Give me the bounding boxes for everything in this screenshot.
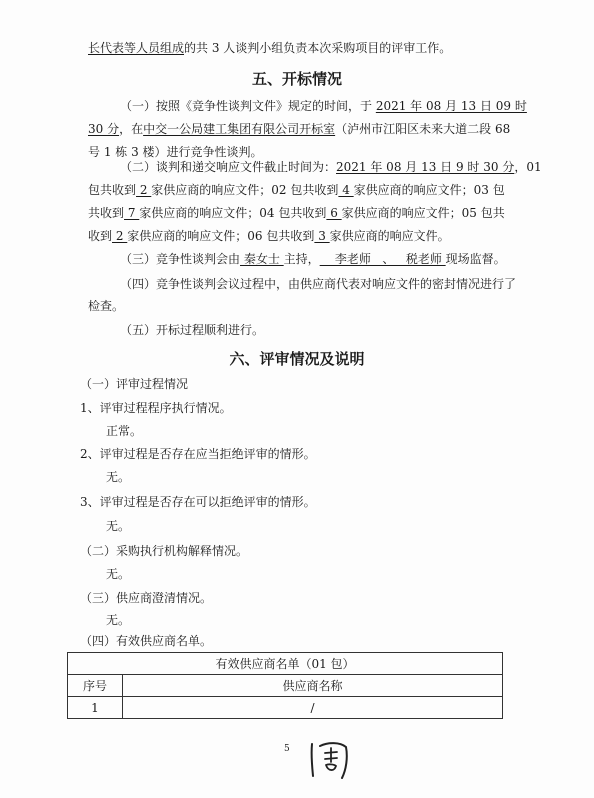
s5-p2-line1 <box>120 159 542 175</box>
s5-p2-date: 2021 年 08 月 13 日 9 时 30 分 <box>336 160 515 174</box>
table-row <box>68 697 503 719</box>
s5-p2-text: （二）谈判和递交响应文件截止时间为： <box>120 160 337 174</box>
s5-p2-d1: 收到 <box>88 229 113 243</box>
s5-p3-c: 现场监督。 <box>445 252 506 266</box>
s5-p2-n2: 4 <box>338 183 354 197</box>
s5-p2-n3: 7 <box>124 206 140 220</box>
s5-p1-address: （泸州市江阳区未来大道二段 68 <box>335 122 511 136</box>
row-number: 1 <box>68 697 123 719</box>
intro-rest: 的共 3 人谈判小组负责本次采购项目的评审工作。 <box>184 41 452 55</box>
s5-p2-n1: 2 <box>136 183 152 197</box>
s6-sub3: （三）供应商澄清情况。 <box>80 591 213 605</box>
s5-p3-b: 主持， <box>283 252 320 266</box>
s5-p1-line2 <box>88 121 510 137</box>
s6-sub2-answer: 无。 <box>106 567 131 581</box>
s5-p1-time: 30 分 <box>88 122 120 136</box>
table-title: 有效供应商名单（01 包） <box>68 653 503 675</box>
row-supplier-name: / <box>123 697 503 719</box>
s5-p2-b1: 包共收到 <box>88 183 137 197</box>
section6-title: 六、评审情况及说明 <box>229 350 365 368</box>
table-header-row <box>68 675 503 697</box>
s5-p2-n4: 6 <box>326 206 342 220</box>
intro-line <box>88 40 451 56</box>
s6-item2-answer: 无。 <box>106 470 131 484</box>
s5-p2-line3 <box>88 205 505 221</box>
s5-p1-at: ，在 <box>119 122 144 136</box>
supplier-table <box>67 652 503 719</box>
s5-p3 <box>120 251 506 267</box>
s6-item1: 1、评审过程程序执行情况。 <box>80 401 232 415</box>
s5-p2-c3: 家供应商的响应文件；05 包共 <box>341 206 505 220</box>
s5-p1-place: 中交一公局建工集团有限公司开标室 <box>143 122 336 136</box>
s5-p1-line3: 号 1 栋 3 楼）进行竞争性谈判。 <box>88 145 263 159</box>
s5-p1-date: 2021 年 08 月 13 日 09 时 <box>375 99 527 113</box>
s5-p2-d2: 家供应商的响应文件；06 包共收到 <box>127 229 315 243</box>
s6-item3: 3、评审过程是否存在可以拒绝评审的情形。 <box>80 495 316 509</box>
s5-p2-d3: 家供应商的响应文件。 <box>329 229 450 243</box>
col-header-number: 序号 <box>68 675 123 697</box>
s5-p2-c2: 家供应商的响应文件；04 包共收到 <box>139 206 327 220</box>
s5-p3-a: （三）竞争性谈判会由 <box>120 252 241 266</box>
page-number: 5 <box>284 744 290 754</box>
col-header-supplier: 供应商名称 <box>123 675 503 697</box>
s6-sub1: （一）评审过程情况 <box>80 377 189 391</box>
s6-item2: 2、评审过程是否存在应当拒绝评审的情形。 <box>80 447 316 461</box>
s5-p5: （五）开标过程顺利进行。 <box>120 323 265 337</box>
s6-sub3-answer: 无。 <box>106 613 131 627</box>
signature-glyph-icon <box>306 738 354 782</box>
s5-p1-line1 <box>120 98 527 114</box>
s5-p2-c1: 共收到 <box>88 206 125 220</box>
s5-p2-01: ，01 <box>514 160 542 174</box>
s5-p2-b2: 家供应商的响应文件；02 包共收到 <box>151 183 339 197</box>
s6-sub4: （四）有效供应商名单。 <box>80 634 213 648</box>
s5-p3-supervisors: 李老师 、 税老师 <box>319 252 446 266</box>
s6-item3-answer: 无。 <box>106 519 131 533</box>
s5-p3-host: 秦女士 <box>240 252 284 266</box>
s5-p1-text: （一）按照《竞争性谈判文件》规定的时间，于 <box>120 99 376 113</box>
s5-p4-line1: （四）竞争性谈判会议过程中，由供应商代表对响应文件的密封情况进行了 <box>120 277 517 291</box>
s5-p2-line2 <box>88 182 505 198</box>
s5-p2-n5: 2 <box>112 229 128 243</box>
s5-p2-b3: 家供应商的响应文件；03 包 <box>353 183 505 197</box>
s5-p2-line4 <box>88 228 450 244</box>
s6-item1-answer: 正常。 <box>106 424 143 438</box>
table-title-row <box>68 653 503 675</box>
section5-title: 五、开标情况 <box>251 70 342 88</box>
s6-sub2: （二）采购执行机构解释情况。 <box>80 544 249 558</box>
s5-p2-n6: 3 <box>314 229 330 243</box>
s5-p4-line2: 检查。 <box>88 299 125 313</box>
handwritten-signature <box>306 738 354 785</box>
intro-underlined: 长代表等人员组成 <box>88 41 185 55</box>
